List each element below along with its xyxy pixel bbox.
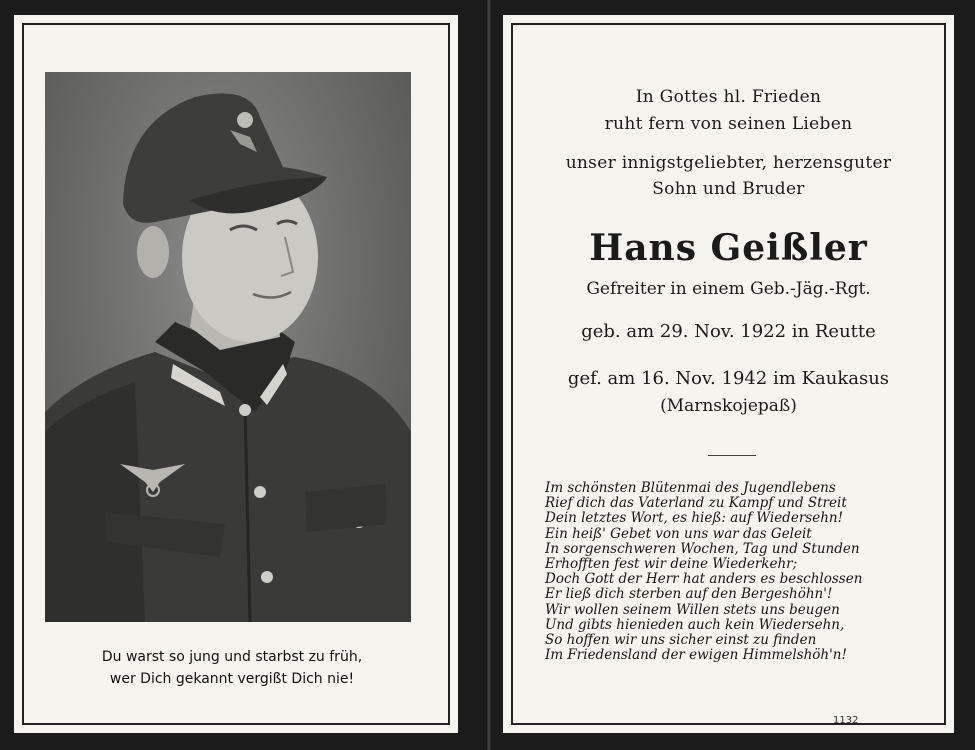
poem-line: Rief dich das Vaterland zu Kampf und Streit [545, 495, 847, 512]
poem-line: In sorgenschweren Wochen, Tag und Stunden [545, 540, 860, 557]
poem-line: So hoffen wir uns sicher einst zu finden [545, 631, 817, 648]
divider [708, 455, 756, 456]
farewell-verse-line-2: wer Dich gekannt vergißt Dich nie! [109, 671, 355, 687]
poem-line: Wir wollen seinem Willen stets uns beugen [545, 601, 840, 618]
death-place: (Marnskojepaß) [660, 396, 797, 416]
intro-line-3: unser innigstgeliebter, herzensguter [565, 153, 892, 173]
deceased-name: Hans Geißler [589, 227, 868, 269]
intro-line-1: In Gottes hl. Frieden [635, 87, 822, 107]
card-fold [486, 0, 492, 750]
birth-date: geb. am 29. Nov. 1922 in Reutte [581, 321, 876, 342]
poem-line: Im Friedensland der ewigen Himmelshöh'n! [545, 647, 847, 664]
intro-line-2: ruht fern von seinen Lieben [604, 114, 853, 134]
print-number: 1132 [833, 715, 859, 726]
farewell-verse-line-1: Du warst so jung und starbst zu früh, [101, 649, 363, 665]
poem-line: Er ließ dich sterben auf den Bergeshöhn'! [545, 586, 833, 603]
poem-line: Dein letztes Wort, es hieß: auf Wiedersehn! [545, 510, 844, 527]
death-date: gef. am 16. Nov. 1942 im Kaukasus [567, 368, 890, 389]
military-rank: Gefreiter in einem Geb.-Jäg.-Rgt. [586, 279, 871, 299]
poem-line: Und gibts hienieden auch kein Wiedersehn, [545, 616, 845, 633]
intro-line-4: Sohn und Bruder [652, 179, 805, 199]
poem-line: Ein heiß' Gebet von uns war das Geleit [545, 525, 812, 542]
poem-line: Erhofften fest wir deine Wiederkehr; [545, 555, 798, 572]
poem-line: Doch Gott der Herr hat anders es beschlossen [545, 571, 863, 588]
right-card [503, 15, 954, 733]
memorial-poem [545, 481, 945, 663]
portrait-photo [45, 72, 411, 622]
poem-line: Im schönsten Blütenmai des Jugendlebens [545, 480, 836, 496]
